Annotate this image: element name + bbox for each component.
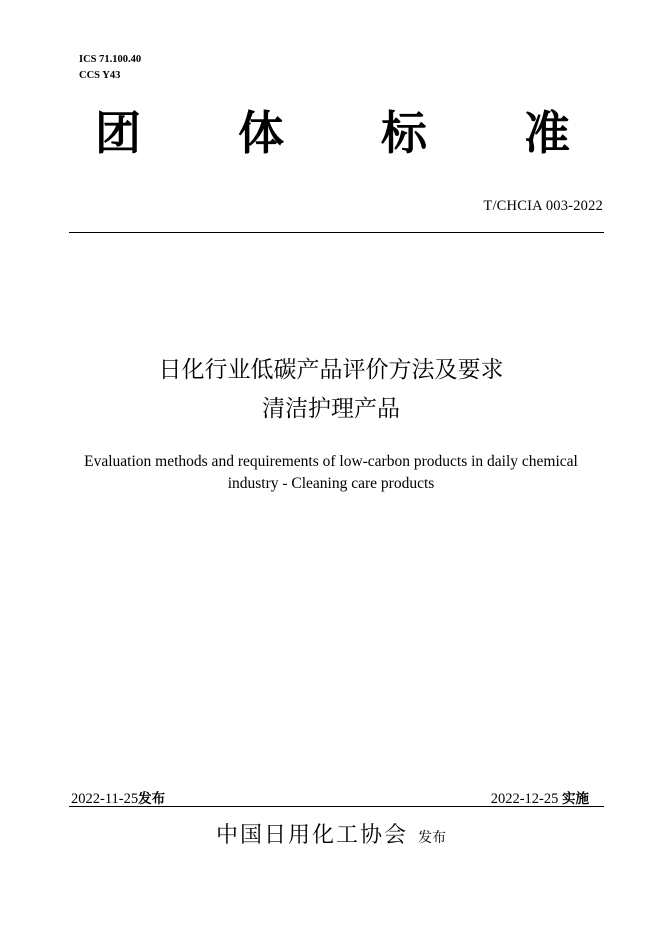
standard-type-heading [95,102,570,164]
title-zh-line2: 清洁护理产品 [262,396,400,422]
implementation-date-value: 2022-12-25 [490,791,559,807]
standard-number: T/CHCIA 003-2022 [483,198,603,214]
title-zh-line1: 日化行业低碳产品评价方法及要求 [158,357,504,383]
bottom-divider [69,806,604,807]
publisher-name: 中国日用化工协会 [215,823,408,848]
issue-date-value: 2022-11-25 [71,791,139,807]
ics-code: ICS 71.100.40 [79,54,142,65]
publisher-action: 发布 [418,830,446,846]
title-en-line1: Evaluation methods and requirements of low-carbon products in daily chemical [84,453,578,470]
top-divider [69,232,604,233]
standard-type-char: 标 [381,106,427,160]
classification-codes [79,52,141,84]
publisher-line [0,818,662,849]
implementation-date [491,787,589,808]
ccs-code: CCS Y43 [79,70,121,81]
issue-date [71,787,165,808]
implementation-date-label: 实施 [562,791,589,807]
issue-date-label: 发布 [138,791,166,807]
standard-type-char: 准 [524,106,570,160]
standard-type-char: 团 [95,106,141,160]
standard-type-char: 体 [238,106,284,160]
title-en-line2: industry - Cleaning care products [227,475,435,492]
